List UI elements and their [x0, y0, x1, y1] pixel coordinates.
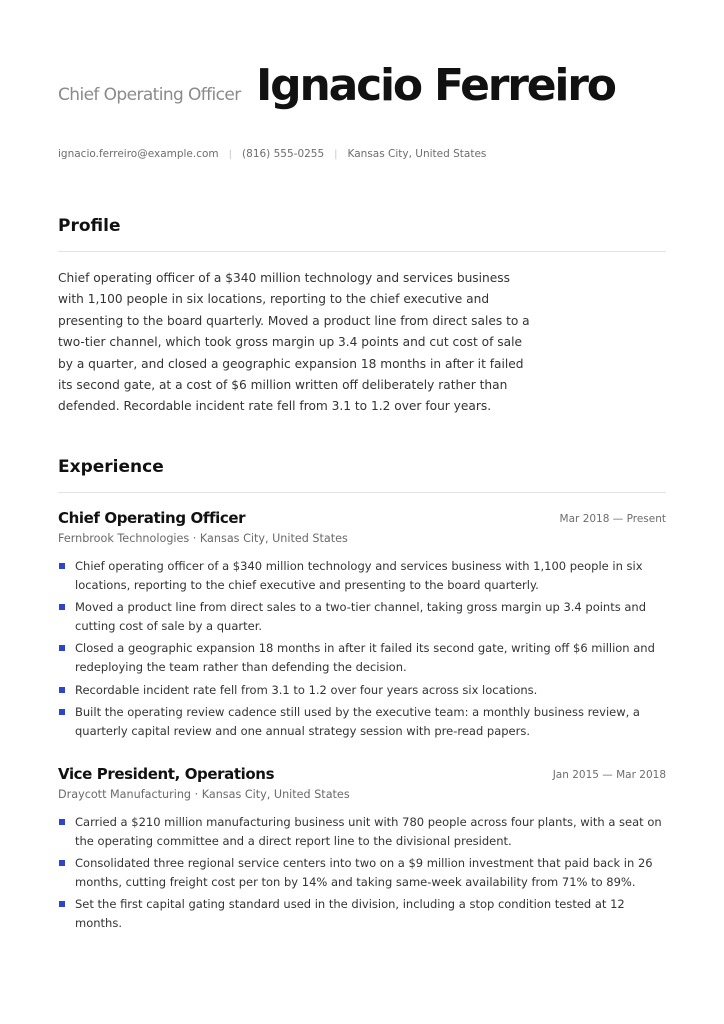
job-bullet-text: Closed a geographic expansion 18 months in after it failed its second gate, writing off $6 million and redeploying the team rather than defending the decision.: [75, 641, 655, 674]
job-entry: [58, 509, 666, 744]
job-bullet: [58, 681, 666, 700]
job-bullet-text: Consolidated three regional service centers into two on a $9 million investment that paid back in 26 months, cutting freight cost per ton by 14% and taking same-week availability from 71% to 89%.: [75, 856, 653, 889]
experience-divider: [58, 492, 666, 493]
job-bullet: [58, 557, 666, 594]
contact-phone[interactable]: (816) 555-0255: [242, 148, 325, 160]
job-bullet-text: Chief operating officer of a $340 million technology and services business with 1,100 people in six locations, reporting to the chief executive and presenting to the board quarterly.: [75, 559, 643, 592]
experience-heading: Experience: [58, 457, 164, 477]
job-role: Vice President, Operations: [58, 765, 275, 783]
job-dates: Mar 2018 — Present: [559, 513, 666, 525]
profile-divider: [58, 251, 666, 252]
job-bullet: [58, 639, 666, 676]
contact-separator: |: [334, 148, 338, 160]
job-bullet: [58, 813, 666, 850]
job-bullet-text: Built the operating review cadence still used by the executive team: a monthly business review, a quarterly capital review and one annual strategy session with pre-read papers.: [75, 705, 640, 738]
job-bullet: [58, 895, 666, 932]
job-bullet-text: Moved a product line from direct sales to a two-tier channel, taking gross margin up 3.4 points and cutting cost of sale by a quarter.: [75, 600, 647, 633]
bullet-square-icon: [59, 860, 65, 866]
job-bullet-list: [58, 813, 666, 933]
job-entry: [58, 765, 666, 937]
contact-location: Kansas City, United States: [347, 148, 487, 160]
bullet-square-icon: [59, 819, 65, 825]
header-job-title: Chief Operating Officer: [58, 85, 241, 105]
bullet-square-icon: [59, 709, 65, 715]
contact-separator: |: [228, 148, 233, 160]
contact-line: [58, 148, 486, 160]
bullet-square-icon: [59, 687, 65, 693]
job-organization: Draycott Manufacturing · Kansas City, United States: [58, 788, 350, 801]
resume-header: [58, 58, 668, 118]
profile-summary: Chief operating officer of a $340 million technology and services business with 1,100 people in six locations, reporting to the chief executive and presenting to the board quarterly. Moved a product line from direct sales to a two-tier channel, which took gross margin up 3.4 points and cut cost of sale by a quarter, and closed a geographic expansion 18 months in after it failed its second gate, at a cost of $6 million written off deliberately rather than defended. Recordable incident rate fell from 3.1 to 1.2 over four years.: [58, 271, 530, 414]
job-dates: Jan 2015 — Mar 2018: [552, 769, 666, 781]
job-header: [58, 765, 666, 787]
job-organization: Fernbrook Technologies · Kansas City, United States: [58, 532, 348, 545]
job-bullet-text: Set the first capital gating standard used in the division, including a stop condition tested at 12 months.: [75, 897, 625, 930]
job-bullet: [58, 854, 666, 891]
bullet-square-icon: [59, 901, 65, 907]
bullet-square-icon: [59, 645, 65, 651]
job-role: Chief Operating Officer: [58, 509, 246, 527]
profile-heading: Profile: [58, 216, 121, 236]
candidate-name: Ignacio Ferreiro: [256, 60, 615, 111]
bullet-square-icon: [59, 604, 65, 610]
contact-email[interactable]: ignacio.ferreiro@example.com: [58, 148, 219, 160]
job-bullet-text: Carried a $210 million manufacturing business unit with 780 people across four plants, with a seat on the operating committee and a direct report line to the divisional president.: [75, 815, 662, 848]
job-bullet-list: [58, 557, 666, 740]
job-bullet: [58, 598, 666, 635]
job-bullet: [58, 703, 666, 740]
bullet-square-icon: [59, 563, 65, 569]
job-header: [58, 509, 666, 531]
job-bullet-text: Recordable incident rate fell from 3.1 to 1.2 over four years across six locations.: [75, 682, 538, 697]
